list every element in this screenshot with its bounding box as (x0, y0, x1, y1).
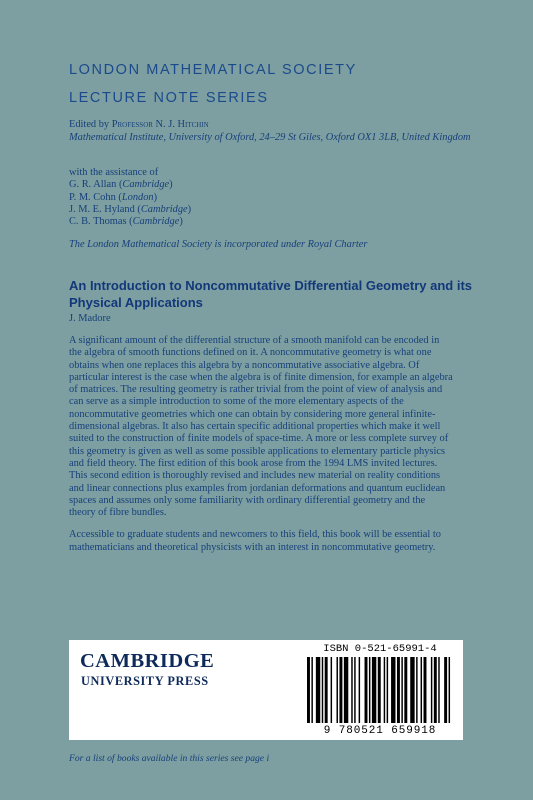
book-title: An Introduction to Noncommutative Differential Geometry and its Physical Applications (69, 278, 473, 310)
assistance-intro: with the assistance of (69, 167, 159, 178)
isbn-label: ISBN 0-521-65991-4 (323, 643, 437, 655)
editor-block (69, 118, 509, 144)
series-footer-note: For a list of books available in this series see page i (69, 753, 270, 764)
description-paragraph: A significant amount of the differential structure of a smooth manifold can be encoded in the algebra of smooth functions defined on it. A noncommutative geometry is what one obtains when one replaces this algebra by a noncommutative associative algebra. Of particular interest is the case when the algebra is of finite dimension, for example an algebra of matrices. The resulting geometry is rather trivial from the point of view of analysis and can serve as a simple introduction to some of the more elementary aspects of the noncommutative geometries which one can obtain by considering more general infinite-dimensional algebras. It also has certain specific additional properties which make it well suited to the construction of finite models of space-time. A more or less complete survey of this geometry is given as well as some possible applications to elementary particle physics and field theory. The first edition of this book arose from the 1994 LMS invited lectures. This second edition is thoroughly revised and includes new material on reality conditions and linear connections plus examples from jordanian deformations and quantum euclidean spaces and assumes only some familiarity with ordinary differential geometry and the theory of fibre bundles. (69, 335, 453, 519)
charter-note: The London Mathematical Society is incorporated under Royal Charter (69, 239, 368, 250)
edited-by-label: Edited by (69, 119, 110, 130)
assistant-row: G. R. Allan (Cambridge) (69, 179, 173, 191)
book-author: J. Madore (69, 313, 111, 324)
publisher-logo-line1: CAMBRIDGE (80, 650, 215, 672)
publisher-logo-line2: UNIVERSITY PRESS (81, 674, 209, 688)
series-title-line2: LECTURE NOTE SERIES (69, 90, 269, 106)
ean-number: 9 780521 659918 (323, 725, 437, 737)
barcode-icon (307, 657, 453, 723)
assistant-row: J. M. E. Hyland (Cambridge) (69, 203, 192, 215)
assistant-row: P. M. Cohn (London) (69, 191, 158, 203)
assistant-row: C. B. Thomas (Cambridge) (69, 216, 183, 228)
description-paragraph: Accessible to graduate students and newcomers to this field, this book will be essential to mathematicians and theoretical physicists with an interest in noncommutative geometry. (69, 529, 441, 553)
publisher-barcode-panel (69, 640, 463, 740)
editor-name: Professor N. J. Hitchin (111, 119, 209, 130)
assistance-block (69, 167, 509, 228)
editor-affiliation: Mathematical Institute, University of Oxford, 24–29 St Giles, Oxford OX1 3LB, United Kingdom (69, 132, 471, 143)
book-description (69, 335, 453, 564)
series-title-line1: LONDON MATHEMATICAL SOCIETY (69, 62, 357, 78)
